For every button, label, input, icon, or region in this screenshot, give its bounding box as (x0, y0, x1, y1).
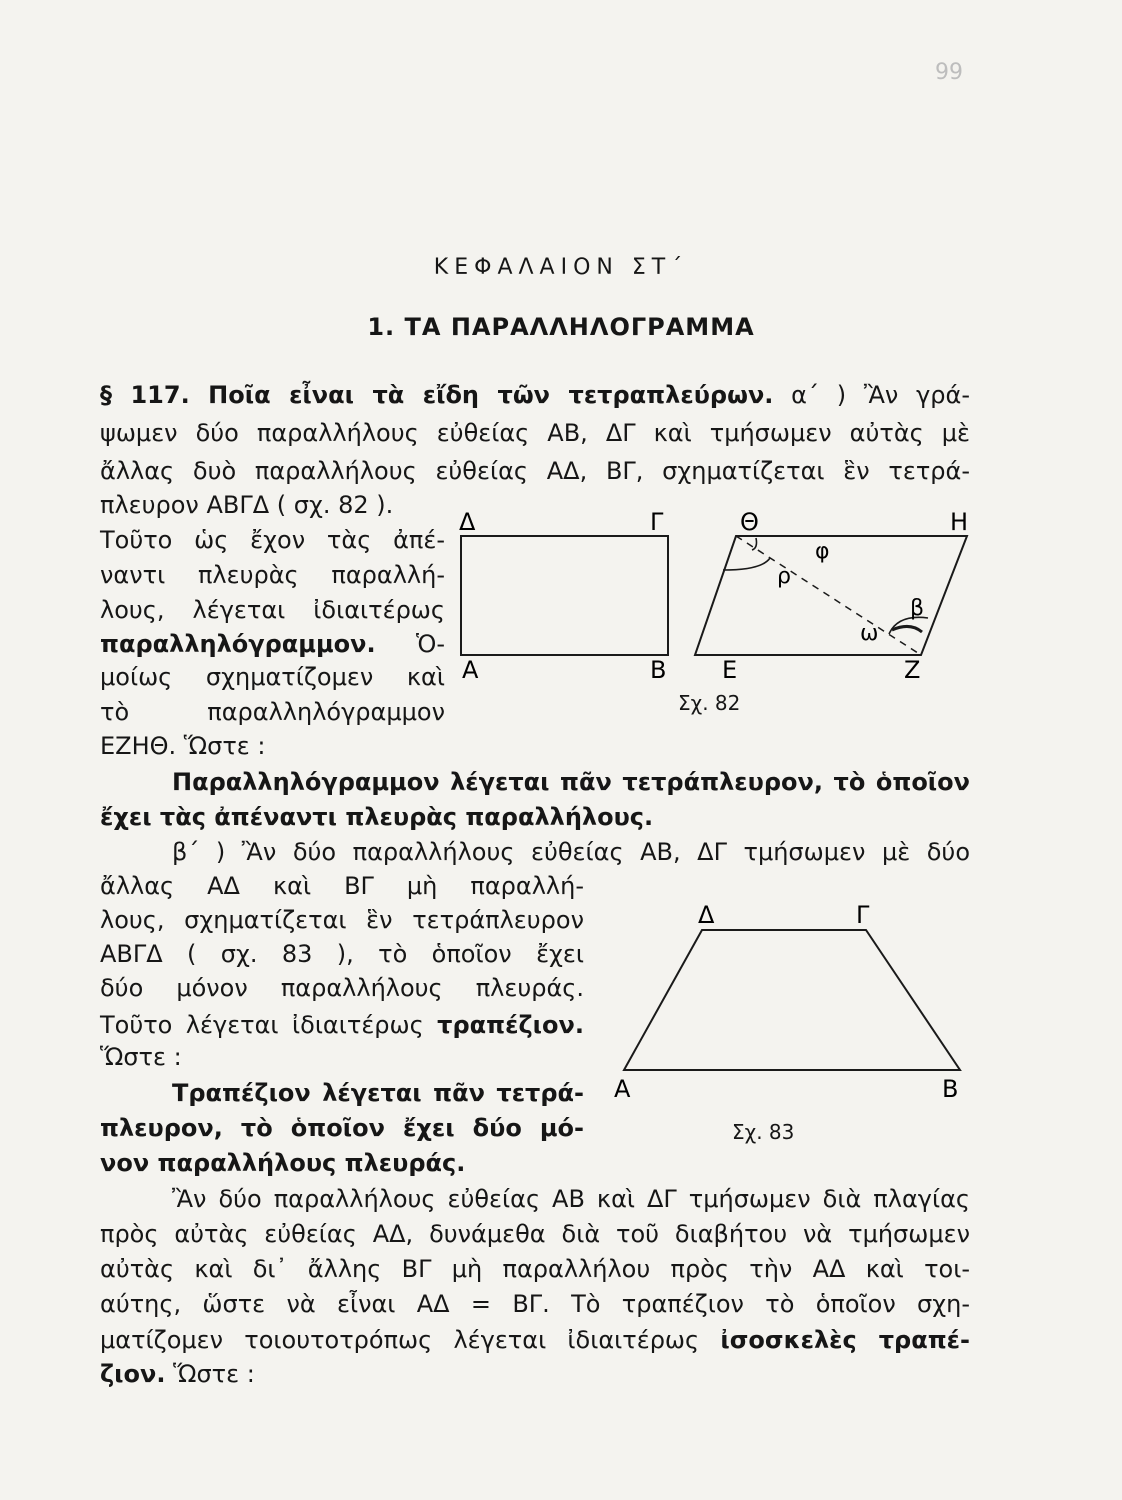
paragraph-line: ἄλλας ΑΔ καὶ ΒΓ μὴ παραλλή- (100, 872, 584, 900)
label-beta-vertex: Β (650, 656, 667, 684)
section-title: 1. ΤΑ ΠΑΡΑΛΛΗΛΟΓΡΑΜΜΑ (367, 313, 755, 341)
label-theta: Θ (740, 508, 759, 536)
label-delta: Δ (698, 901, 715, 929)
paragraph-line: αὐτὰς καὶ δι᾽ ἄλλης ΒΓ μὴ παραλλήλου πρὸς τὴν ΑΔ καὶ τοι- (100, 1255, 970, 1283)
paragraph-line: παραλληλόγραμμον. Ὁ- (100, 630, 445, 658)
bleed-through (100, 140, 970, 160)
paragraph-line: ΑΒΓΔ ( σχ. 83 ), τὸ ὁποῖον ἔχει (100, 940, 584, 968)
paragraph-line: ΕΖΗΘ. Ὥστε : (100, 732, 266, 760)
angle-rho-arc (723, 558, 770, 570)
parallelogram-abgd (461, 536, 668, 655)
paragraph-line: § 117. Ποῖα εἶναι τὰ εἴδη τῶν τετραπλεύρων. α΄ ) Ἂν γρά- (100, 381, 970, 409)
term-trapezium: τραπέζιον. (437, 1011, 584, 1039)
label-omega: ω (860, 621, 879, 646)
paragraph-line: Ὥστε : (100, 1043, 182, 1071)
label-phi: φ (815, 539, 830, 564)
term-isosceles-trapezium: ἰσοσκελὲς τραπέ- (720, 1326, 971, 1354)
paragraph-line: ψωμεν δύο παραλλήλους εὐθείας ΑΒ, ΔΓ καὶ τμήσωμεν αὐτὰς μὲ (100, 419, 970, 447)
label-beta-angle: β (910, 596, 925, 621)
trapezium-abgd (624, 930, 960, 1070)
parallelogram-ezht (695, 536, 967, 655)
figure-82-caption: Σχ. 82 (678, 691, 741, 715)
paragraph-line: αύτης, ὥστε νὰ εἶναι ΑΔ = ΒΓ. Τὸ τραπέζιον τὸ ὁποῖον σχη- (100, 1290, 970, 1318)
paragraph-line: β΄ ) Ἂν δύο παραλλήλους εὐθείας ΑΒ, ΔΓ τμήσωμεν μὲ δύο (172, 838, 970, 866)
paragraph-line: πρὸς αὐτὰς εὐθείας ΑΔ, δυνάμεθα διὰ τοῦ διαβήτου νὰ τμήσωμεν (100, 1220, 970, 1248)
angle-phi-arc (752, 538, 757, 550)
figure-82 (440, 500, 980, 720)
label-epsilon: Ε (722, 656, 738, 684)
paragraph-line: Τοῦτο ὡς ἔχον τὰς ἀπέ- (100, 526, 445, 554)
paragraph-line: λους, λέγεται ἰδιαιτέρως (100, 596, 445, 624)
definition-line: νον παραλλήλους πλευράς. (100, 1149, 466, 1177)
definition-line: ἔχει τὰς ἀπέναντι πλευρὰς παραλλήλους. (100, 803, 654, 831)
label-alpha: Α (614, 1075, 631, 1103)
paragraph-line: Τοῦτο λέγεται ἰδιαιτέρως τραπέζιον. (100, 1011, 584, 1039)
figure-83 (600, 895, 980, 1110)
definition-line: Τραπέζιον λέγεται πᾶν τετρά- (172, 1079, 584, 1107)
label-alpha: Α (462, 656, 479, 684)
label-delta: Δ (459, 508, 476, 536)
paragraph-line: ἄλλας δυὸ παραλλήλους εὐθείας ΑΔ, ΒΓ, σχηματίζεται ἓν τετρά- (100, 457, 970, 485)
label-gamma: Γ (856, 901, 870, 929)
figure-83-caption: Σχ. 83 (732, 1120, 795, 1144)
section-heading: § 117. Ποῖα εἶναι τὰ εἴδη τῶν τετραπλεύρων. (100, 381, 774, 409)
paragraph-line: τὸ παραλληλόγραμμον (100, 698, 445, 726)
paragraph-line: Ἂν δύο παραλλήλους εὐθείας ΑΒ καὶ ΔΓ τμήσωμεν διὰ πλαγίας (172, 1185, 970, 1213)
paragraph-line: ζιον. Ὥστε : (100, 1360, 255, 1388)
paragraph-line: δύο μόνον παραλλήλους πλευράς. (100, 974, 584, 1002)
angle-omega-arc (892, 626, 922, 632)
chapter-heading: ΚΕΦΑΛΑΙΟΝ ΣΤ΄ (433, 255, 689, 280)
paragraph-line: πλευρον ΑΒΓΔ ( σχ. 82 ). (100, 491, 394, 519)
paragraph-line: ματίζομεν τοιουτοτρόπως λέγεται ἰδιαιτέρως ἰσοσκελὲς τραπέ- (100, 1326, 971, 1354)
paragraph-line: λους, σχηματίζεται ἓν τετράπλευρον (100, 906, 584, 934)
label-zeta: Ζ (904, 656, 921, 684)
paragraph-line: ναντι πλευρὰς παραλλή- (100, 561, 445, 589)
label-rho: ρ (777, 564, 791, 589)
term-parallelogram: παραλληλόγραμμον. (100, 630, 376, 658)
definition-line: Παραλληλόγραμμον λέγεται πᾶν τετράπλευρον, τὸ ὁποῖον (172, 768, 970, 796)
paragraph-line: μοίως σχηματίζομεν καὶ (100, 663, 445, 691)
label-beta: Β (942, 1075, 959, 1103)
label-eta: Η (950, 508, 969, 536)
definition-line: πλευρον, τὸ ὁποῖον ἔχει δύο μό- (100, 1114, 584, 1142)
label-gamma: Γ (650, 508, 664, 536)
page-number: 99 (935, 60, 963, 85)
